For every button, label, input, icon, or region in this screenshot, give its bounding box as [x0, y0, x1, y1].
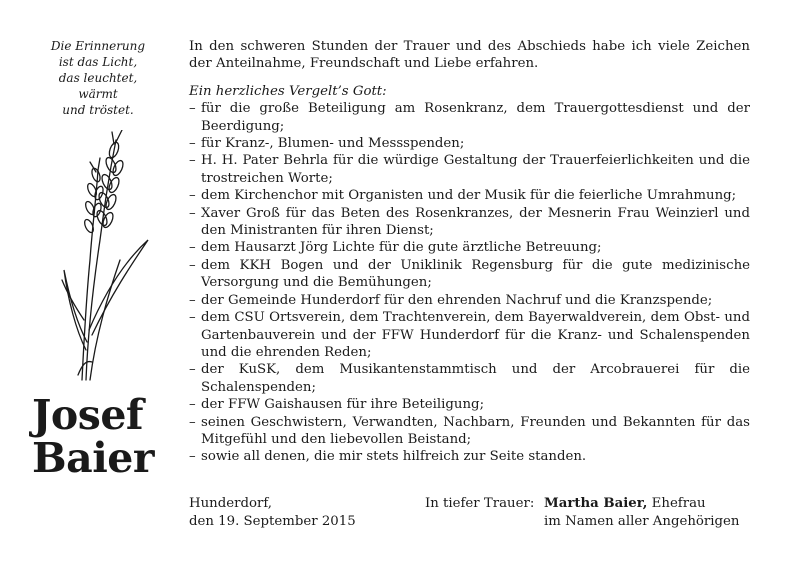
on-behalf: im Namen aller Angehörigen — [544, 513, 740, 529]
left-column — [20, 38, 172, 118]
main-text — [189, 38, 750, 466]
wheat-icon — [56, 130, 156, 385]
last-name: Baier — [32, 434, 154, 482]
thanks-item: – für die große Beteiligung am Rosenkranz, dem Trauergottesdienst und der Beerdigung; — [189, 100, 750, 135]
thanks-item: – Xaver Groß für das Beten des Rosenkranzes, der Mesnerin Frau Weinzierl und den Ministranten für ihren Dienst; — [189, 205, 750, 240]
mourner-name: Martha Baier, — [544, 496, 648, 511]
thanks-heading: Ein herzliches Vergelt’s Gott: — [189, 83, 387, 99]
thanks-item: – der KuSK, dem Musikantenstammtisch und der Arcobrauerei für die Schalenspenden; — [189, 361, 750, 396]
deceased-name — [32, 391, 162, 482]
motto-line: Die Erinnerung — [50, 39, 146, 53]
intro-paragraph: In den schweren Stunden der Trauer und des Abschieds habe ich viele Zeichen der Anteilnahme, Freundschaft und Liebe erfahren. — [189, 39, 750, 72]
mourner-block — [544, 495, 739, 530]
first-name: Josef — [32, 391, 144, 439]
thanks-item: – der Gemeinde Hunderdorf für den ehrenden Nachruf und die Kranzspende; — [189, 292, 750, 309]
motto — [20, 38, 172, 118]
mourning-label: In tiefer Trauer: — [425, 496, 535, 511]
thanks-item: – der FFW Gaishausen für ihre Beteiligung; — [189, 396, 750, 413]
thanks-item: – für Kranz-, Blumen- und Messspenden; — [189, 135, 750, 152]
thanks-list — [189, 100, 750, 466]
date: den 19. September 2015 — [189, 513, 356, 529]
place: Hunderdorf, — [189, 496, 273, 511]
thanks-item: – seinen Geschwistern, Verwandten, Nachbarn, Freunden und Bekannten für das Mitgefühl und den liebevollen Beistand; — [189, 414, 750, 449]
motto-line: das leuchtet, — [58, 71, 138, 85]
mourner-relation: Ehefrau — [651, 496, 706, 511]
thanks-item: – H. H. Pater Behrla für die würdige Gestaltung der Trauerfeierlichkeiten und die trostreichen Worte; — [189, 152, 750, 187]
thanks-item: – sowie all denen, die mir stets hilfreich zur Seite standen. — [189, 448, 750, 465]
motto-line: wärmt — [78, 87, 118, 101]
place-date — [189, 495, 356, 530]
thanks-item: – dem CSU Ortsverein, dem Trachtenverein, dem Bayerwaldverein, dem Obst- und Gartenbauverein und der FFW Hunderdorf für die Kranz- und Schalenspenden und die ehrenden Reden; — [189, 309, 750, 361]
motto-line: und tröstet. — [62, 103, 134, 117]
thanks-item: – dem KKH Bogen und der Uniklinik Regensburg für die gute medizinische Versorgung und die Bemühungen; — [189, 257, 750, 292]
motto-line: ist das Licht, — [58, 55, 138, 69]
thanks-item: – dem Hausarzt Jörg Lichte für die gute ärztliche Betreuung; — [189, 239, 750, 256]
thanks-item: – dem Kirchenchor mit Organisten und der Musik für die feierliche Umrahmung; — [189, 187, 750, 204]
